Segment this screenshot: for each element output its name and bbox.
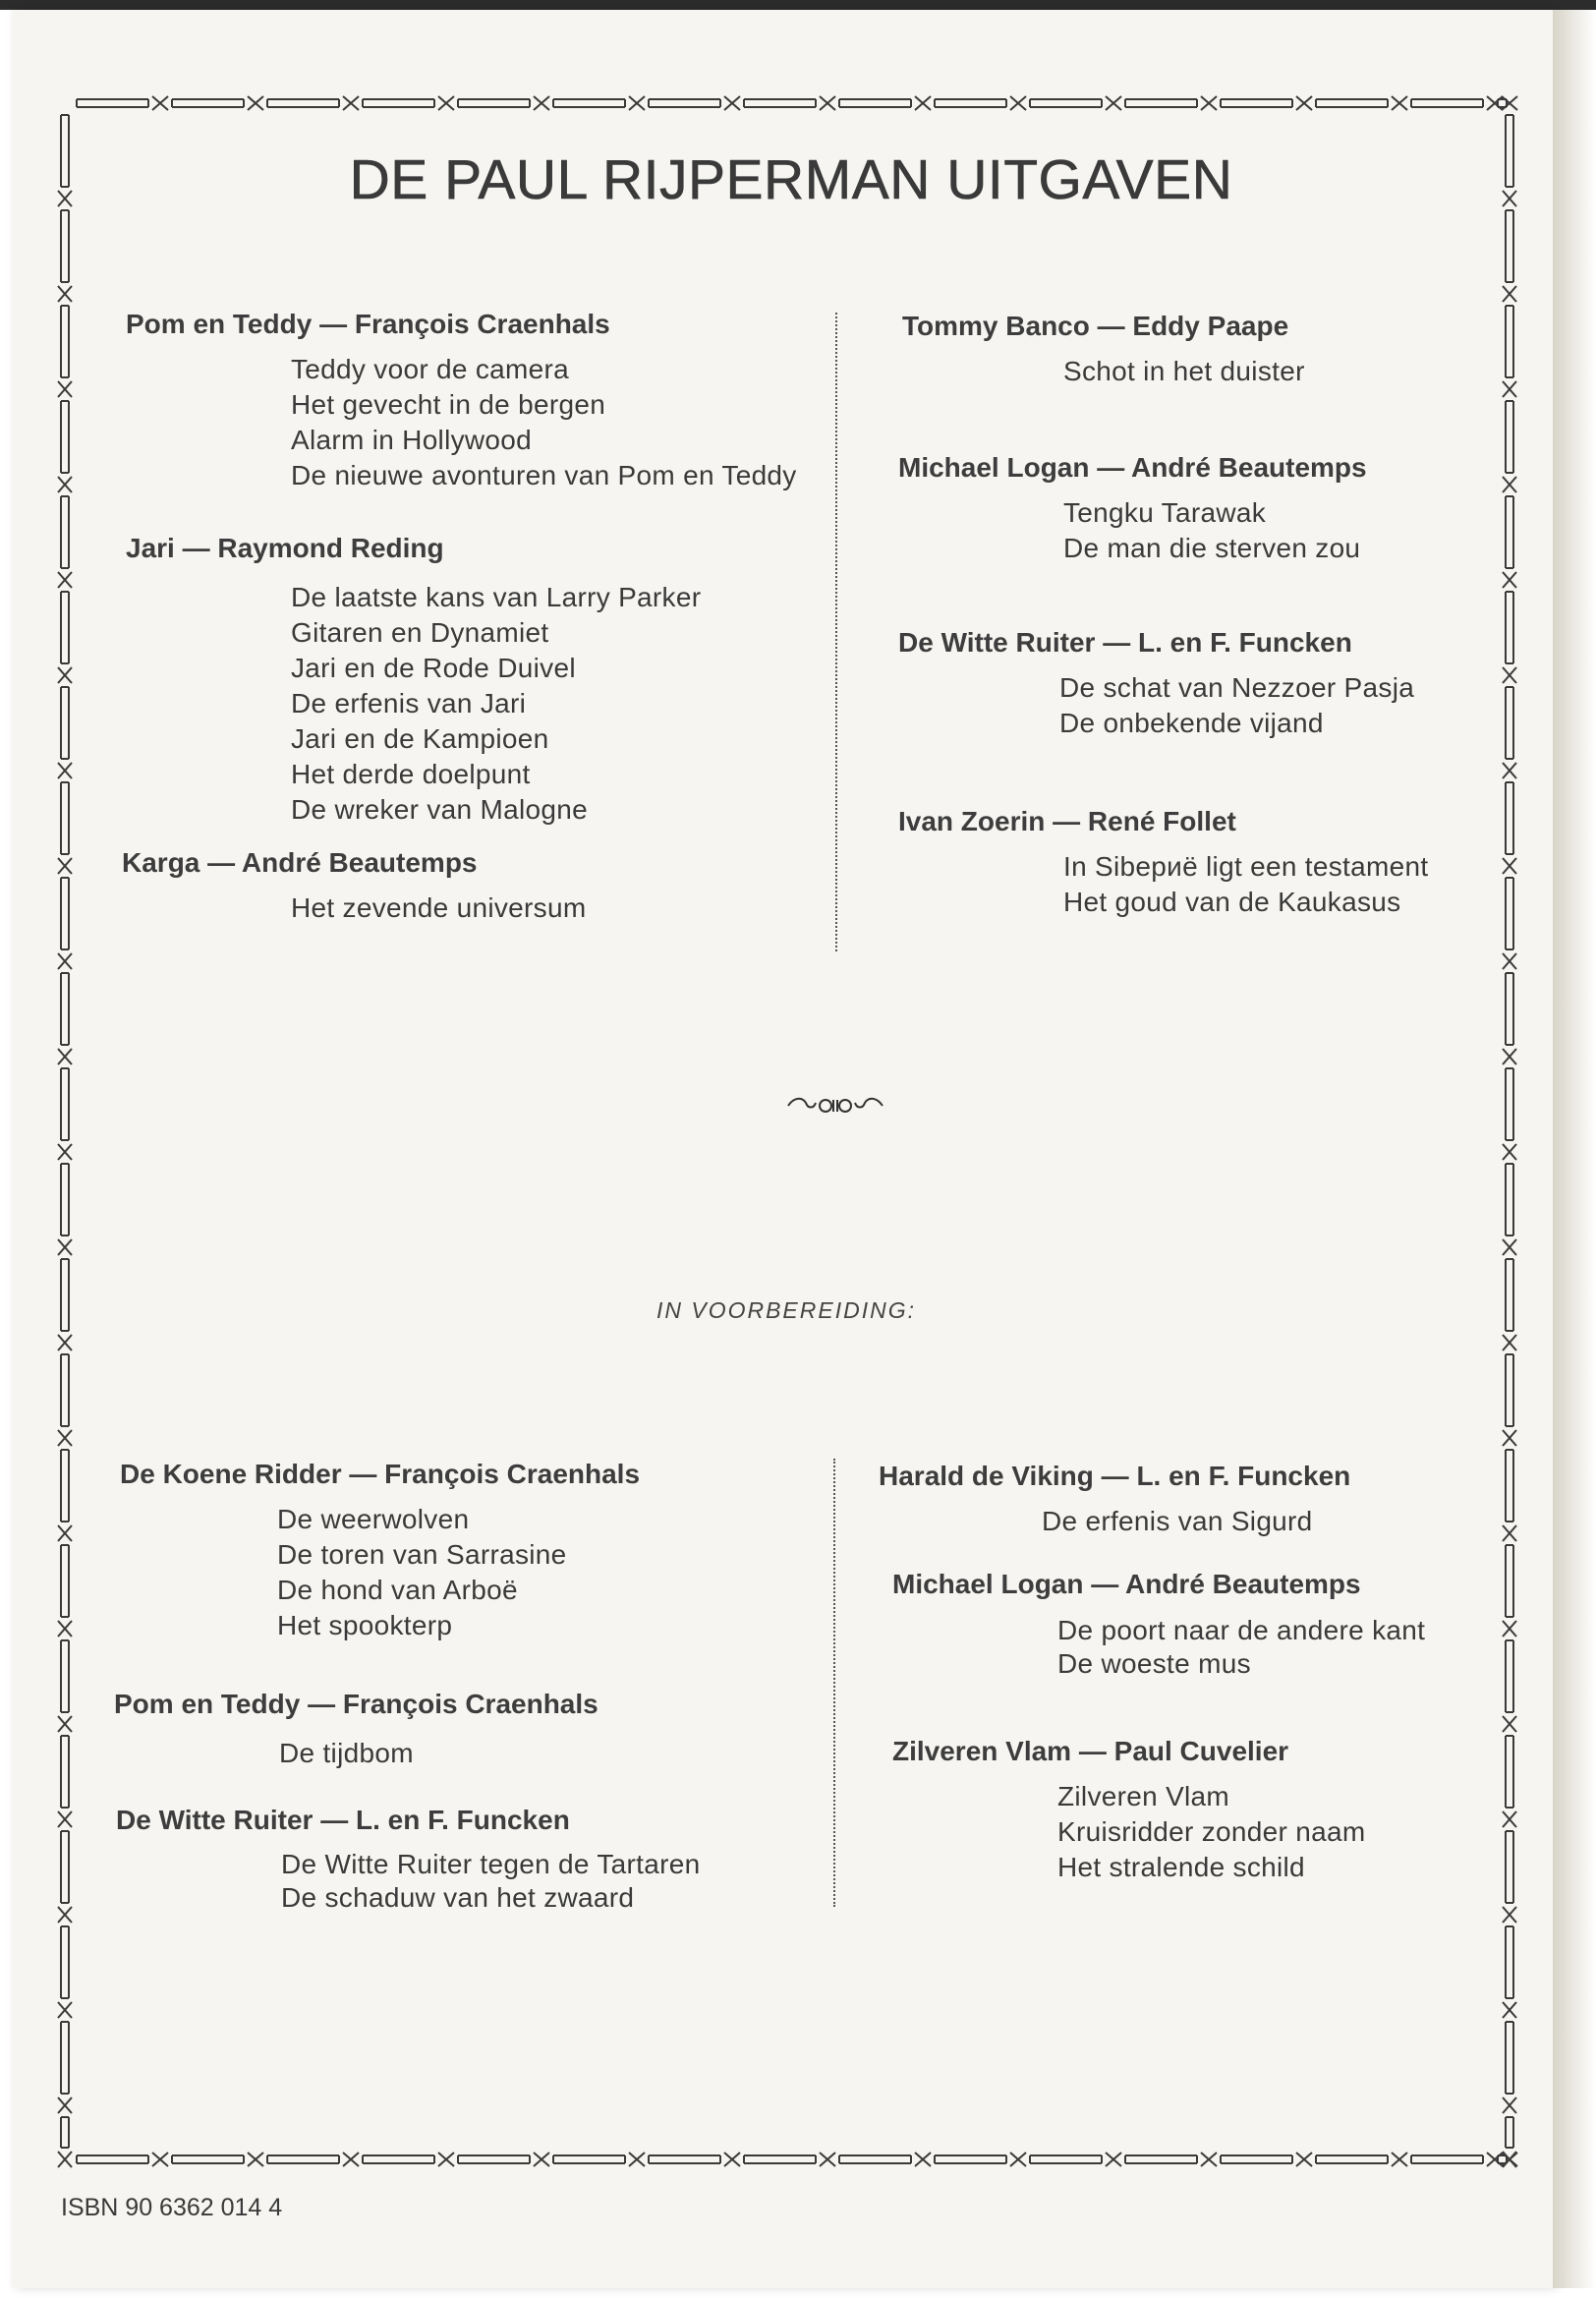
book-title: Teddy voor de camera <box>291 354 570 384</box>
book-title: Kruisridder zonder naam <box>1057 1816 1366 1847</box>
series-block <box>126 305 833 493</box>
book-title: Zilveren Vlam <box>1057 1781 1230 1811</box>
book-title: Schot in het duister <box>1063 356 1305 386</box>
book-title: Gitaren en Dynamiet <box>291 617 549 648</box>
column-divider <box>835 313 841 951</box>
series-block <box>898 802 1511 920</box>
series-block <box>126 529 833 828</box>
book-title: De weerwolven <box>277 1504 470 1534</box>
book-list <box>1063 354 1511 389</box>
book-title: De wreker van Malogne <box>291 794 588 825</box>
series-title: De Koene Ridder — François Craenhals <box>120 1459 641 1489</box>
series-block <box>114 1685 827 1771</box>
preparation-right-column <box>879 1457 1508 1885</box>
published-right-column <box>898 307 1511 920</box>
series-block <box>120 1455 827 1643</box>
book-title: De hond van Arboë <box>277 1575 518 1605</box>
series-title: Zilveren Vlam — Paul Cuvelier <box>892 1736 1289 1766</box>
preparation-left-column <box>114 1455 827 1915</box>
book-title: De toren van Sarrasine <box>277 1539 567 1570</box>
series-title: Jari — Raymond Reding <box>126 533 444 563</box>
series-block <box>898 448 1511 566</box>
book-title: Jari en de Kampioen <box>291 723 549 754</box>
book-title: De Witte Ruiter tegen de Tartaren <box>281 1849 701 1879</box>
book-list <box>291 890 833 926</box>
book-title: De erfenis van Jari <box>291 688 527 718</box>
ornament-icon <box>786 1091 884 1120</box>
series-title: Tommy Banco — Eddy Paape <box>902 311 1289 341</box>
book-list <box>291 352 833 493</box>
series-title: De Witte Ruiter — L. en F. Funcken <box>116 1805 570 1835</box>
series-block <box>116 1801 827 1915</box>
series-title: Karga — André Beautemps <box>122 847 478 878</box>
book-list <box>279 1736 827 1771</box>
book-title: Het spookterp <box>277 1610 453 1640</box>
book-list <box>1063 495 1511 566</box>
book-title: Het goud van de Kaukasus <box>1063 887 1401 917</box>
series-title: Pom en Teddy — François Craenhals <box>114 1689 598 1719</box>
book-title: De laatste kans van Larry Parker <box>291 582 702 612</box>
series-block <box>892 1732 1508 1885</box>
book-title: Jari en de Rode Duivel <box>291 653 576 683</box>
series-block <box>879 1457 1508 1539</box>
book-title: Het gevecht in de bergen <box>291 389 606 420</box>
book-list <box>1059 670 1511 741</box>
book-title: De man die sterven zou <box>1063 533 1361 563</box>
book-title: Alarm in Hollywood <box>291 425 533 455</box>
book-title: De tijdbom <box>279 1738 414 1768</box>
book-title: De onbekende vijand <box>1059 708 1324 738</box>
series-title: De Witte Ruiter — L. en F. Funcken <box>898 627 1352 658</box>
book-title: In Sibериë ligt een testament <box>1063 851 1429 882</box>
book-title: De poort naar de andere kant <box>1057 1615 1426 1645</box>
in-preparation-heading: IN VOORBEREIDING: <box>656 1297 917 1323</box>
book-list <box>281 1848 827 1915</box>
book-title: De nieuwe avonturen van Pom en Teddy <box>291 460 797 490</box>
book-title: Het zevende universum <box>291 892 587 923</box>
book-list <box>1063 849 1511 920</box>
page-title: DE PAUL RIJPERMAN UITGAVEN <box>349 148 1233 211</box>
book-title: Het stralende schild <box>1057 1852 1305 1882</box>
series-title: Pom en Teddy — François Craenhals <box>126 309 610 339</box>
published-left-column <box>122 305 833 926</box>
series-title: Michael Logan — André Beautemps <box>892 1569 1361 1599</box>
column-divider <box>833 1459 839 1907</box>
book-title: De erfenis van Sigurd <box>1042 1506 1313 1536</box>
book-list <box>291 580 833 828</box>
book-title: Het derde doelpunt <box>291 759 531 789</box>
book-title: Tengku Tarawak <box>1063 497 1267 528</box>
series-title: Ivan Zoerin — René Follet <box>898 806 1236 836</box>
series-title: Harald de Viking — L. en F. Funcken <box>879 1461 1351 1491</box>
series-title: Michael Logan — André Beautemps <box>898 452 1367 483</box>
book-list <box>1057 1779 1508 1885</box>
series-block <box>892 1565 1508 1681</box>
series-block <box>898 623 1511 741</box>
series-block <box>122 843 833 926</box>
isbn: ISBN 90 6362 014 4 <box>61 2194 283 2221</box>
book-list <box>1057 1614 1508 1681</box>
book-title: De schaduw van het zwaard <box>281 1882 635 1913</box>
book-title: De schat van Nezzoer Pasja <box>1059 672 1415 703</box>
book-list <box>277 1502 827 1643</box>
book-title: De woeste mus <box>1057 1648 1251 1679</box>
series-block <box>902 307 1511 389</box>
book-list <box>1042 1504 1508 1539</box>
